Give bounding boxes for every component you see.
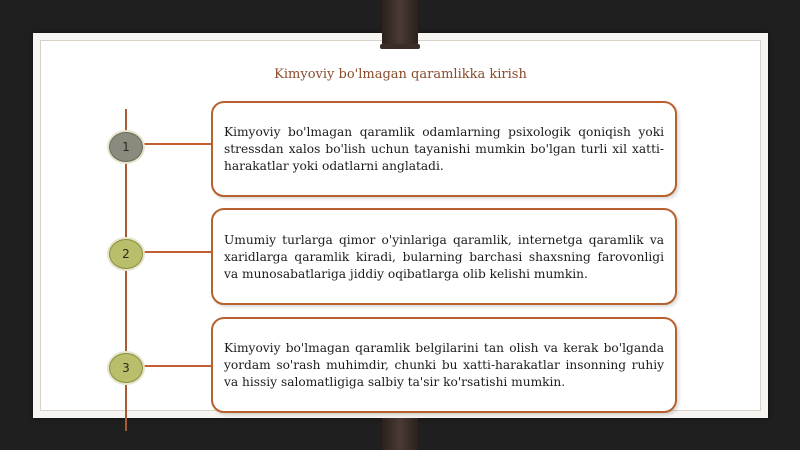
card-text: Kimyoviy bo'lmagan qaramlik belgilarini tan olish va kerak bo'lganda yordam so'rash muhimdir, chunki bu xatti-harakatlar insonning ruhiy va hissiy salomatligiga salbiy ta'sir ko'rsatishi mumkin. — [224, 341, 664, 389]
slide-frame — [40, 40, 761, 411]
binder-clip-bottom — [382, 418, 418, 450]
step-node-3 — [109, 353, 143, 383]
step-number: 2 — [122, 247, 130, 261]
connector-1 — [142, 143, 212, 145]
step-number: 3 — [122, 361, 130, 375]
content-card-3 — [211, 317, 677, 413]
binder-clip-top — [382, 0, 418, 46]
connector-2 — [142, 251, 212, 253]
card-text: Kimyoviy bo'lmagan qaramlik odamlarning psixologik qoniqish yoki stressdan xalos bo'lish uchun tayanishi mumkin bo'lgan turli xil xatti-harakatlar yoki odatlarni anglatadi. — [224, 125, 664, 173]
content-card-2 — [211, 208, 677, 305]
content-card-1 — [211, 101, 677, 197]
slide-title: Kimyoviy bo'lmagan qaramlikka kirish — [274, 67, 527, 82]
step-node-2 — [109, 239, 143, 269]
slide — [33, 33, 768, 418]
card-text: Umumiy turlarga qimor o'yinlariga qaramlik, internetga qaramlik va xaridlarga qaramlik kiradi, bularning barchasi shaxsning farovonligi va munosabatlariga jiddiy oqibatlarga olib kelishi mumkin. — [224, 232, 664, 281]
step-number: 1 — [122, 140, 130, 154]
connector-3 — [142, 365, 212, 367]
step-node-1 — [109, 132, 143, 162]
